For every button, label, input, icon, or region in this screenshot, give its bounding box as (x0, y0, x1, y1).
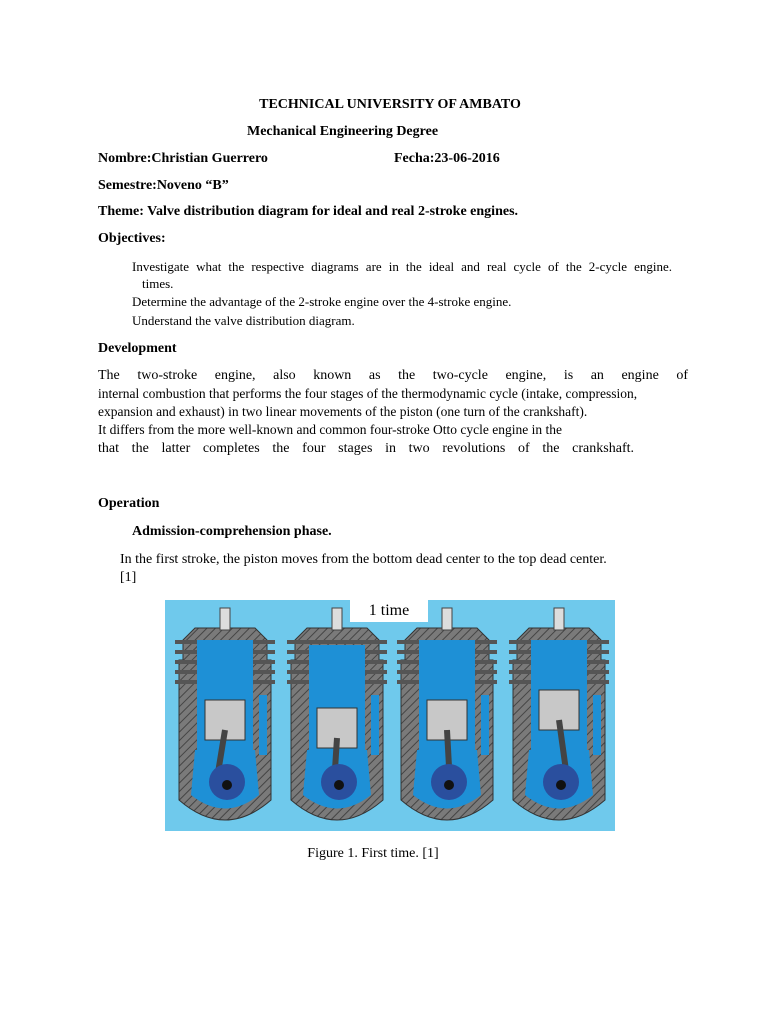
operation-text: In the first stroke, the piston moves from the bottom dead center to the top dead center. (120, 552, 607, 567)
spark-plug (442, 608, 452, 630)
development-heading: Development (98, 341, 177, 356)
engine-figure (165, 600, 615, 831)
development-line-5: that the latter completes the four stages in two revolutions of the crankshaft. (98, 441, 634, 456)
development-line-3: expansion and exhaust) in two linear movements of the piston (one turn of the crankshaft). (98, 404, 588, 419)
student-name: Nombre:Christian Guerrero (98, 151, 268, 166)
objective-item-1 (120, 258, 680, 275)
objective-item-1-cont: times. (142, 276, 174, 291)
crankshaft (334, 780, 344, 790)
transfer-port (371, 695, 379, 755)
operation-heading: Operation (98, 496, 160, 511)
engine-unit (397, 608, 497, 820)
figure-label: 1 time (350, 600, 428, 622)
objective-text: Determine the advantage of the 2-stroke engine over the 4-stroke engine. (132, 294, 512, 309)
crankshaft (444, 780, 454, 790)
transfer-port (259, 695, 267, 755)
spark-plug (220, 608, 230, 630)
theme: Theme: Valve distribution diagram for ideal and real 2-stroke engines. (98, 204, 519, 219)
objective-item-2 (120, 293, 511, 310)
development-line-4: It differs from the more well-known and common four-stroke Otto cycle engine in the (98, 422, 562, 437)
spark-plug (554, 608, 564, 630)
objective-text: Understand the valve distribution diagram. (132, 313, 355, 328)
objectives-heading: Objectives: (98, 231, 166, 246)
crankshaft (556, 780, 566, 790)
semester: Semestre:Noveno “B” (98, 178, 229, 193)
date: Fecha:23-06-2016 (394, 151, 500, 166)
engine-diagram (165, 600, 615, 831)
figure-caption: Figure 1. First time. [1] (307, 846, 439, 861)
phase-item (120, 523, 332, 540)
spark-plug (332, 608, 342, 630)
degree-title: Mechanical Engineering Degree (247, 124, 439, 139)
operation-ref: [1] (120, 570, 137, 585)
engine-unit (287, 608, 387, 820)
cooling-fin (287, 640, 387, 644)
development-line-2: internal combustion that performs the four stages of the thermodynamic cycle (intake, compression, (98, 386, 638, 401)
engine-unit (175, 608, 275, 820)
engine-unit (509, 608, 609, 820)
development-line-1: The two-stroke engine, also known as the two-cycle engine, is an engine of (98, 368, 688, 383)
transfer-port (481, 695, 489, 755)
transfer-port (593, 695, 601, 755)
objective-text: Investigate what the respective diagrams are in the ideal and real cycle of the 2-cycle engine. (132, 259, 672, 274)
crankshaft (222, 780, 232, 790)
phase-text: Admission-comprehension phase. (132, 524, 332, 539)
objective-item-3 (120, 312, 355, 329)
university-title: TECHNICAL UNIVERSITY OF AMBATO (259, 97, 521, 112)
